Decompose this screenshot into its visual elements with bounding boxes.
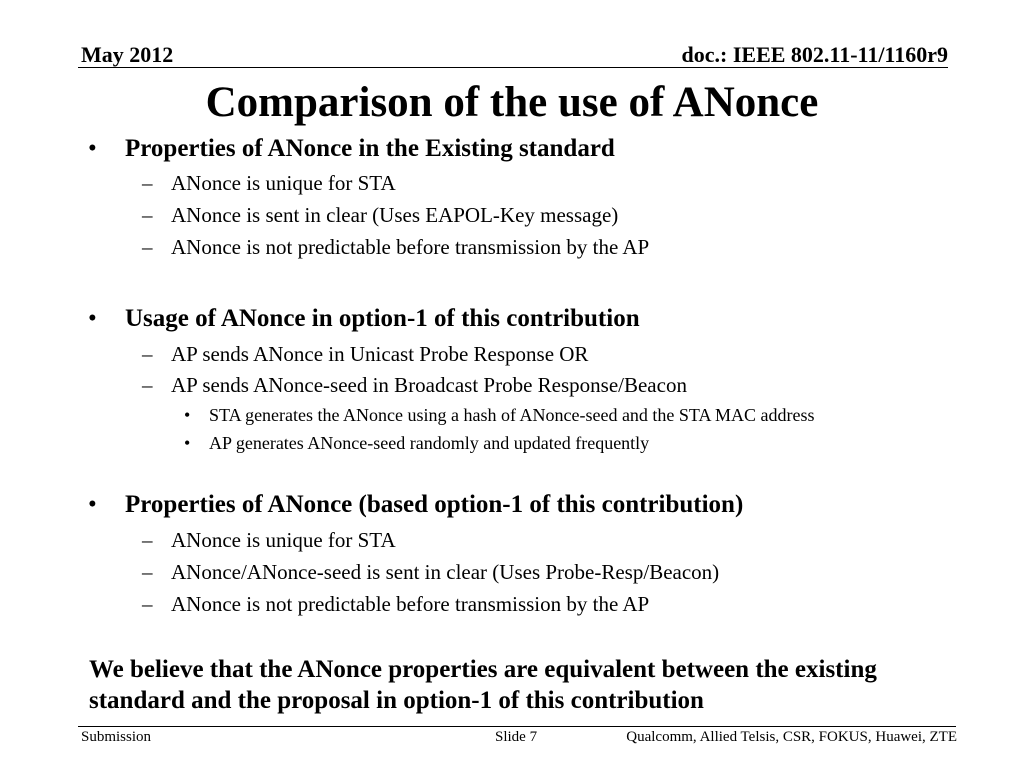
section-heading-text: Properties of ANonce in the Existing standard <box>125 135 615 162</box>
bullet-icon: • <box>184 433 191 453</box>
list-item-text: ANonce/ANonce-seed is sent in clear (Uses Probe-Resp/Beacon) <box>171 560 720 584</box>
bullet-icon: • <box>88 305 97 332</box>
list-item <box>142 372 687 398</box>
slide-title: Comparison of the use of ANonce <box>205 79 819 126</box>
sub-list-item-text: AP generates ANonce-seed randomly and updated frequently <box>209 433 650 453</box>
bullet-icon: • <box>88 135 97 162</box>
list-item-text: AP sends ANonce in Unicast Probe Response OR <box>171 342 589 366</box>
dash-icon: – <box>142 235 153 259</box>
dash-icon: – <box>142 373 153 397</box>
dash-icon: – <box>142 203 153 227</box>
list-item-text: ANonce is unique for STA <box>171 528 396 552</box>
dash-icon: – <box>142 592 153 616</box>
section-heading <box>88 134 615 164</box>
dash-icon: – <box>142 171 153 195</box>
list-item-text: ANonce is not predictable before transmission by the AP <box>171 592 650 616</box>
list-item-text: ANonce is not predictable before transmission by the AP <box>171 235 650 259</box>
dash-icon: – <box>142 342 153 366</box>
list-item <box>142 234 649 260</box>
list-item-text: AP sends ANonce-seed in Broadcast Probe Response/Beacon <box>171 373 687 397</box>
list-item <box>142 341 588 367</box>
list-item <box>142 202 618 228</box>
footer-submission: Submission <box>81 729 152 745</box>
section-heading-text: Properties of ANonce (based option-1 of this contribution) <box>125 491 744 518</box>
list-item <box>142 591 649 617</box>
header-date: May 2012 <box>81 42 174 67</box>
dash-icon: – <box>142 560 153 584</box>
bullet-icon: • <box>184 405 191 425</box>
list-item-text: ANonce is unique for STA <box>171 171 396 195</box>
header-doc-id: doc.: IEEE 802.11-11/1160r9 <box>681 42 948 67</box>
list-item-text: ANonce is sent in clear (Uses EAPOL-Key message) <box>171 203 619 227</box>
list-item <box>142 170 396 196</box>
dash-icon: – <box>142 528 153 552</box>
section-heading-text: Usage of ANonce in option-1 of this contribution <box>125 305 640 332</box>
section-heading <box>88 304 640 334</box>
sub-list-item-text: STA generates the ANonce using a hash of ANonce-seed and the STA MAC address <box>209 405 815 425</box>
header-divider <box>78 67 948 68</box>
conclusion-text: We believe that the ANonce properties are equivalent between the existing standard and the proposal in option-1 of this contribution <box>89 656 877 714</box>
footer-divider <box>78 726 956 727</box>
bullet-icon: • <box>88 491 97 518</box>
sub-list-item <box>184 432 649 454</box>
footer-slide-number: Slide 7 <box>495 729 538 745</box>
section-heading <box>88 490 743 520</box>
footer-authors: Qualcomm, Allied Telsis, CSR, FOKUS, Huawei, ZTE <box>626 729 957 745</box>
sub-list-item <box>184 404 815 426</box>
list-item <box>142 527 396 553</box>
list-item <box>142 559 719 585</box>
